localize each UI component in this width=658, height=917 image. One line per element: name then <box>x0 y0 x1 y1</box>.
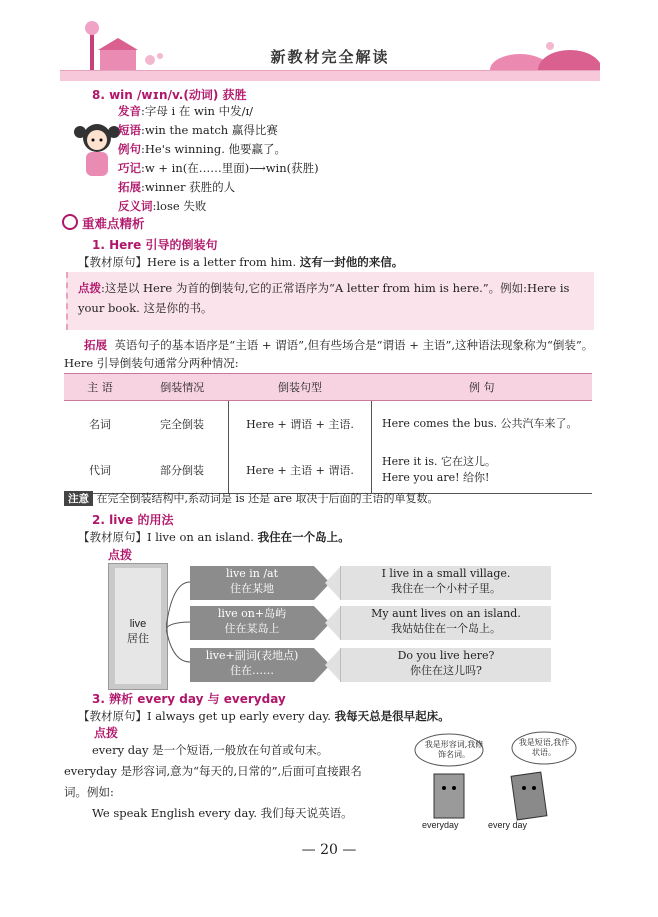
girl-mascot-icon <box>72 118 122 182</box>
connector-lines <box>166 578 192 678</box>
point2-tip-label: 点拨 <box>108 548 133 562</box>
word-row-antonym: 反义词:lose 失败 <box>118 199 207 213</box>
magnifier-icon <box>62 214 78 230</box>
point3-paragraph: every day 是一个短语,一般放在句首或句末。everyday 是形容词,意为“每天的,日常的”,后面可直接跟名词。例如: <box>64 743 362 799</box>
warning-icon: 注意 <box>64 491 93 506</box>
page-number: — 20 — <box>301 842 357 858</box>
point2-title: 2. live 的用法 <box>92 513 174 527</box>
point1-original-sentence: 【教材原句】Here is a letter from him. 这有一封他的来信。 <box>78 255 404 269</box>
word-row-extension: 拓展:winner 获胜的人 <box>118 180 236 194</box>
usage-example-box: Do you live here? 你住在这儿吗? <box>340 648 551 682</box>
word-row-pronunciation: 发音:字母 i 在 win 中发/ɪ/ <box>118 104 254 118</box>
word-entry-head: 8. win /wɪn/v.(动词) 获胜 <box>92 88 247 102</box>
point1-note: 注意 在完全倒装结构中,系动词是 is 还是 are 取决于后面的主语的单复数。 <box>64 490 438 506</box>
usage-example-box: I live in a small village. 我住在一个小村子里。 <box>340 566 551 600</box>
point3-tip-label: 点拨 <box>94 726 119 740</box>
usage-example-box: My aunt lives on an island. 我姑姑住在一个岛上。 <box>340 606 551 640</box>
header-bar <box>60 70 600 81</box>
point2-original-sentence: 【教材原句】I live on an island. 我住在一个岛上。 <box>78 530 350 544</box>
word-row-example: 例句:He's winning. 他要赢了。 <box>118 142 287 156</box>
point1-tip-box: 点拨:这是以 Here 为首的倒装句,它的正常语序为“A letter from him is here.”。例如:Here is your book. 这是你的书。 <box>66 272 594 330</box>
header-title: 新教材完全解读 <box>270 48 390 66</box>
word-row-phrase: 短语:win the match 赢得比赛 <box>118 123 278 137</box>
live-center-node: live 居住 <box>108 563 168 690</box>
cartoon-bubble-1: 我是形容词,我修饰名词。 <box>424 740 484 759</box>
point3-title: 3. 辨析 every day 与 everyday <box>92 692 286 706</box>
arrow-left-icon <box>325 606 341 640</box>
inversion-table <box>64 373 592 494</box>
table-header: 主 语 <box>64 374 136 401</box>
table-row: 名词 完全倒装 Here + 谓语 + 主语. Here comes the bus. 公共汽车来了。 <box>64 401 592 448</box>
usage-pattern-box: live on+岛屿 住在某岛上 <box>190 606 314 640</box>
word-row-mnemonic: 巧记:w + in(在……里面)⟶win(获胜) <box>118 161 319 175</box>
table-header: 倒装情况 <box>136 374 229 401</box>
arrow-left-icon <box>325 566 341 600</box>
tip-label: 点拨 <box>78 281 101 295</box>
table-row: 代词 部分倒装 Here + 主语 + 谓语. Here it is. 它在这儿。 Here you are! 给你! <box>64 447 592 494</box>
table-header: 例 句 <box>372 374 593 401</box>
arrow-left-icon <box>325 648 341 682</box>
usage-pattern-box: live in /at 住在某地 <box>190 566 314 600</box>
cartoon-label-every-day: every day <box>488 820 528 830</box>
page-header <box>60 20 600 80</box>
point3-original-sentence: 【教材原句】I always get up early every day. 我每天总是很早起床。 <box>78 709 450 723</box>
section-title: 重难点精析 <box>62 214 145 232</box>
table-header: 倒装句型 <box>229 374 372 401</box>
cartoon-label-everyday: everyday <box>422 820 459 830</box>
usage-pattern-box: live+副词(表地点) 住在…… <box>190 648 314 682</box>
point1-extension: 拓展 英语句子的基本语序是“主语 + 谓语”,但有些场合是“谓语 + 主语”,这种语法现象称为“倒装”。Here 引导倒装句通常分两种情况: <box>64 338 594 370</box>
cartoon-bubble-2: 我是短语,我作状语。 <box>518 738 570 757</box>
point1-title: 1. Here 引导的倒装句 <box>92 238 218 252</box>
point3-example: We speak English every day. 我们每天说英语。 <box>92 806 353 820</box>
